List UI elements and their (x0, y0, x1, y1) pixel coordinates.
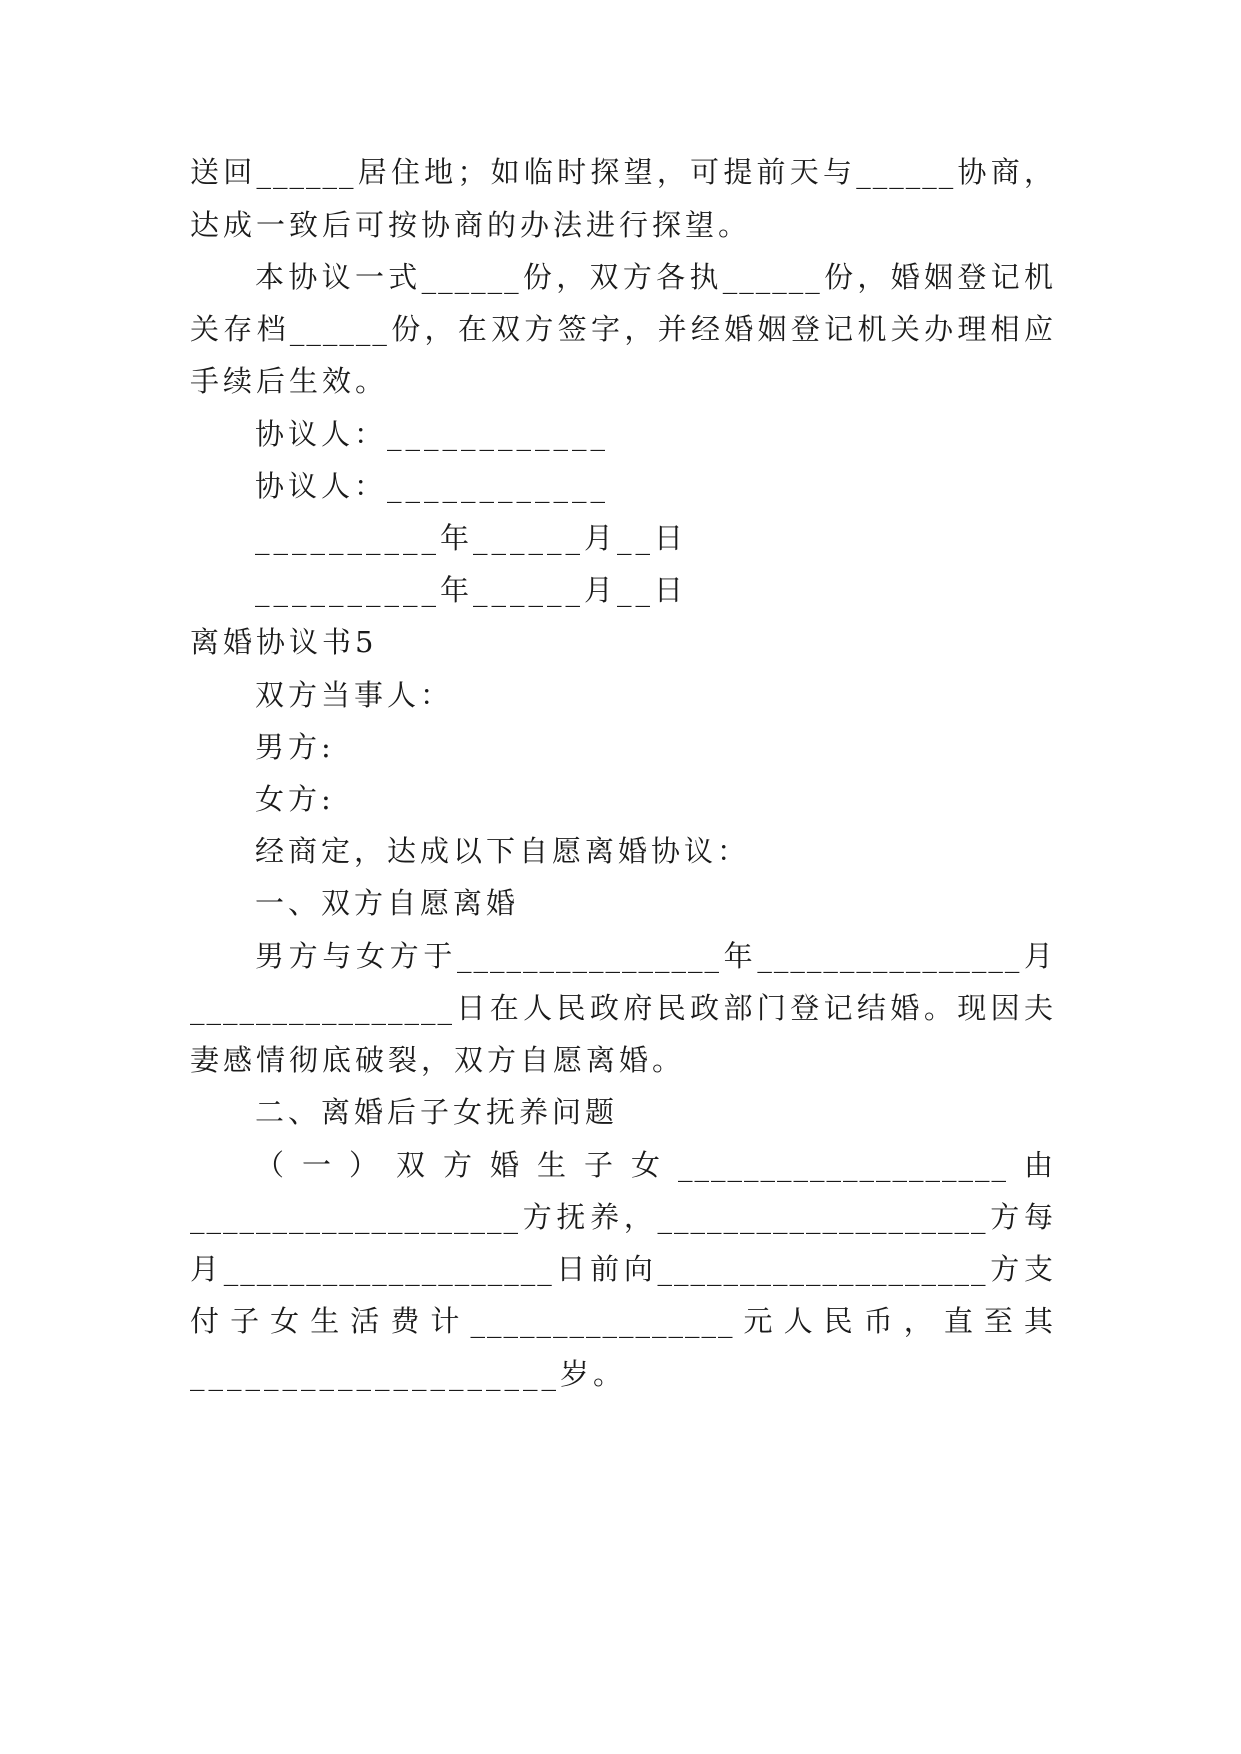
paragraph-line: 关存档______份，在双方签字，并经婚姻登记机关办理相应 (190, 312, 1055, 346)
paragraph-line: 女方: (255, 782, 335, 816)
paragraph-line: 双方当事人： (255, 678, 454, 712)
paragraph-line: ____________________岁。 (190, 1357, 627, 1391)
paragraph-line: 经商定，达成以下自愿离婚协议： (255, 834, 751, 868)
paragraph-line: 达成一致后可按协商的办法进行探望。 (190, 208, 752, 242)
section-title: 离婚协议书5 (190, 625, 378, 659)
date-line: __________年______月__日 (255, 521, 688, 555)
paragraph-line: 本协议一式______份，双方各执______份，婚姻登记机 (255, 260, 1055, 294)
paragraph-line: 妻感情彻底破裂，双方自愿离婚。 (190, 1043, 686, 1077)
signatory-line: 协议人：____________ (255, 469, 610, 503)
date-line: __________年______月__日 (255, 573, 688, 607)
paragraph-line: 月____________________日前向____________________方支 (190, 1252, 1055, 1286)
paragraph-line: 男方: (255, 730, 335, 764)
paragraph-line: 送回______居住地；如临时探望，可提前天与______协商， (190, 155, 1055, 189)
paragraph-line: 手续后生效。 (190, 364, 389, 398)
paragraph-line: ________________日在人民政府民政部门登记结婚。现因夫 (190, 991, 1055, 1025)
paragraph-line: 付子女生活费计________________元人民币，直至其 (190, 1304, 1055, 1338)
paragraph-line: ____________________方抚养，____________________方每 (190, 1200, 1055, 1234)
paragraph-line: 男方与女方于________________年________________月 (255, 939, 1055, 973)
signatory-line: 协议人：____________ (255, 417, 610, 451)
paragraph-line: （一）双方婚生子女____________________由 (255, 1148, 1055, 1182)
clause-heading: 一、双方自愿离婚 (255, 886, 520, 920)
clause-heading: 二、离婚后子女抚养问题 (255, 1095, 619, 1129)
